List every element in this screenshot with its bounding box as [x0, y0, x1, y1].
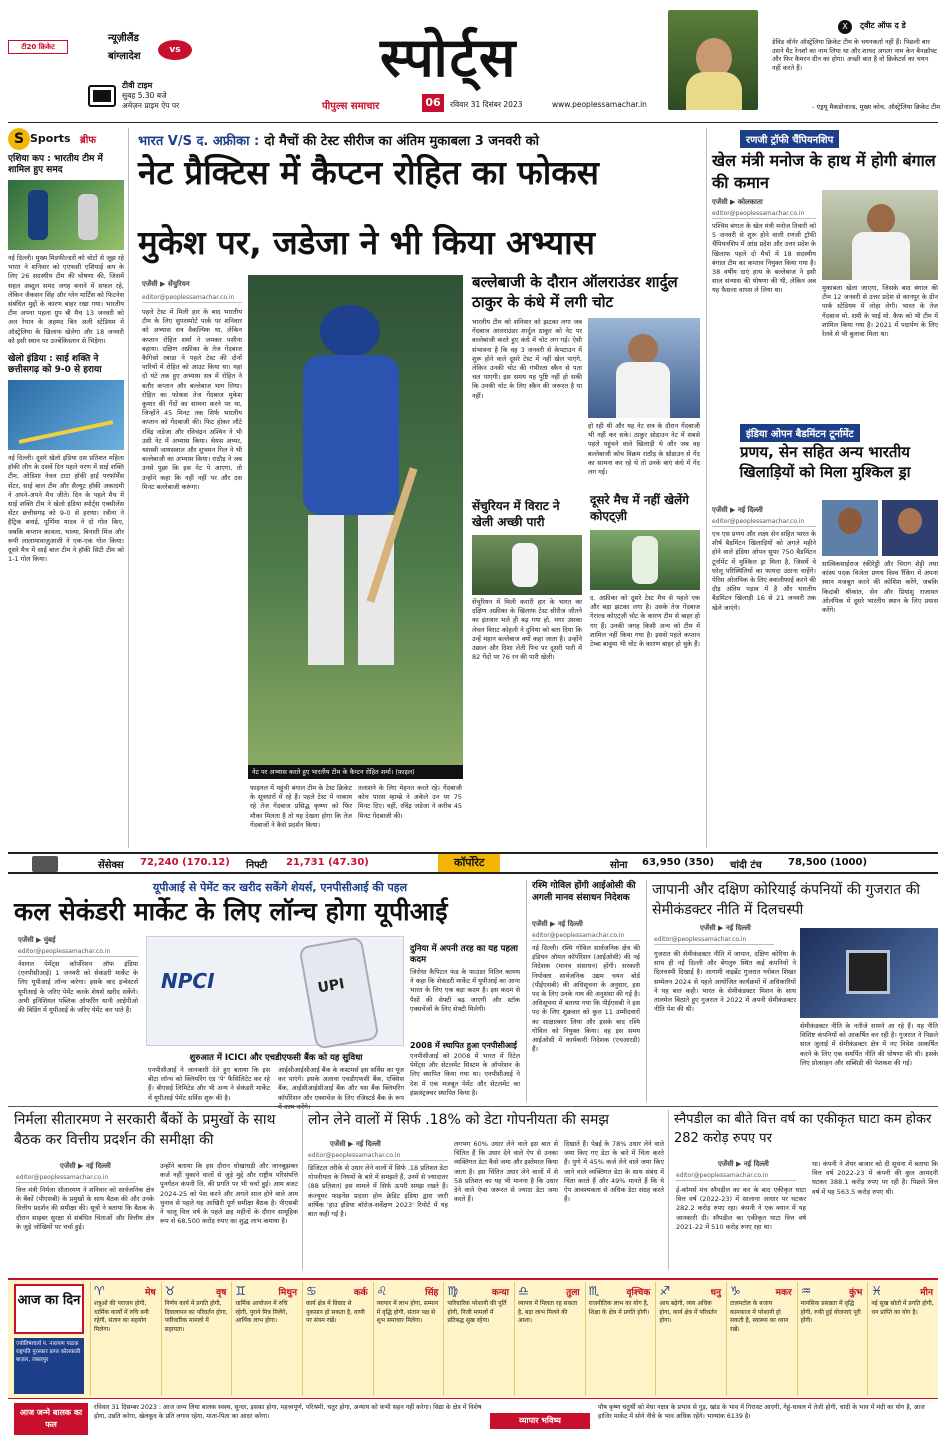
zodiac-symbol-icon: ♏ — [588, 1284, 600, 1298]
upi-graphic — [146, 936, 404, 1046]
nifty-label: निफ्टी — [246, 860, 268, 871]
zodiac-prediction: आय बढ़ेगी, व्यय अधिक होगा, कार्य क्षेत्र में परिवर्तन होगा। — [659, 1300, 717, 1324]
upi-side-head: दुनिया में अपनी तरह का यह पहला कदम — [410, 944, 518, 965]
semicon-col2-text: सेमीकंडक्टर नीति के नतीजे सामने आ रहे हैं। यह नीति विशिष्ट कंपनियों को आकर्षित कर रही है। गुजरात ने पिछले साल जुलाई में सेमीकंडक्टर क्षेत्र में नए निवेश आकर्षित करने के लिए एक समर्पित नीति की घोषणा की थी। इसके लिए प्रोत्साहन और सब्सिडी की पेशकश की गई। — [800, 1022, 938, 1067]
tweet-author-photo — [668, 10, 758, 110]
semicon-col1-text: गुजरात की सेमीकंडक्टर नीति में जापान, दक्षिण कोरिया के साथ ही नई दिल्ली और बेंगलुरु स्थित कई कंपनियों ने दिलचस्पी दिखाई है। आगामी वाइब्रेंट गुजरात ग्लोबल शिखर सम्मेलन 2024 से पहले आयोजित कार्यक्रमों में अधिकारियों ने यह बात कही। भारत के सेमीकंडक्टर मिशन के साथ तालमेल बिठाते हुए गुजरात ने 2022 में अपनी सेमीकंडक्टर नीति पेश की थी। — [654, 950, 796, 1014]
zodiac-sign-name: वृश्चिक — [626, 1288, 651, 1298]
npci-history-text: एनपीसीआई को 2008 में भारत में रिटेल पेमेंट्स और सेटलमेंट सिस्टम के ऑपरेशन के लिए स्थापित किया गया था। एनपीसीआई ने देश में एक मजबूत पेमेंट और सेटलमेंट का इंफ्रास्ट्रक्चर स्थापित किया है। — [410, 1052, 520, 1097]
govil-email: editor@peoplessamachar.co.in — [532, 932, 640, 941]
section-title: स्पोर्ट्स — [380, 25, 518, 89]
ranji-column-2 — [822, 284, 938, 407]
birth-prediction-text: रविवार 31 दिसम्बर 2023 : आज जन्म लिया बालक स्वस्थ, सुन्दर, इसका होगा, महत्त्वपूर्ण, परिश्रमी, चतुर होगा, अन्याय को कभी सहन नहीं करेगा। विद्या के क्षेत्र में विशेष होगा, उन्नति करेगा, खेलकूद के प्रति लगाव रहेगा, माता-पिता का आदर करेगा। — [94, 1404, 482, 1420]
ranji-byline: एजेंसी ▶ कोलकाता — [712, 198, 763, 206]
horoscope-footer — [8, 1398, 938, 1438]
shardul-col1-text: भारतीय टीम को शनिवार को झटका लगा जब गेंदबाज आलराउंडर शार्दुल ठाकुर को नेट पर बल्लेबाजी करते हुए कंधे में चोट लग गई। ऐसी संभावना है कि वह 3 जनवरी से केपटाउन में शुरू होने वाले दूसरे टेस्ट में नहीं खेल पाएंगे, लेकिन उनकी चोट की गंभीरता स्कैन से पता चल पाएगी। इस समय यह पुष्टि नहीं हो सकी कि उनकी चोट के लिए स्कैन की जरूरत है या नहीं। — [472, 318, 582, 400]
hockey-photo — [8, 380, 124, 450]
badminton-col1-text: एच एस प्रणय और लक्ष्य सेन सहित भारत के शीर्ष बैडमिंटन खिलाड़ियों को अगले महीने होने वाले इंडिया ओपन सुपर 750 बैडमिंटन टूर्नामेंट में मुश्किल ड्रा मिला है, जिसमें वे घरेलू परिस्थितियों का फायदा उठाना चाहेंगे। पेरिस ओलंपिक के लिए क्वालीफाई करने की दौड़ अंतिम पड़ाव में है और भारतीय बैडमिंटन खिलाड़ी 16 से 21 जनवरी तक खेले जाएंगे। — [712, 530, 816, 612]
sitharaman-col2-text: उन्होंने बताया कि इस दौरान धोखाधड़ी और जानबूझकर कर्ज नहीं चुकाने वालों से जुड़े मुद्दे और राष्ट्रीय परिसंपत्ति पुनर्गठन कंपनी लि. की प्रगति पर भी चर्चा हुई। आम बजट 2024-25 को पेश करने और अगले साल होने वाले आम चुनाव से पहले यह आखिरी पूर्ण समीक्षा बैठक है। पीएसबी ने चालू वित्त वर्ष के पहले छह महीनों के दौरान सामूहिक रूप से 68,500 करोड़ रुपए का शुद्ध लाभ कमाया है। — [160, 1162, 298, 1226]
semicon-column-1 — [654, 950, 796, 1102]
prannoy-photo — [822, 500, 878, 556]
photo-caption: नेट पर अभ्यास करते हुए भारतीय टीम के कैप्टन रोहित शर्मा। (फ़ाइल) — [248, 765, 463, 779]
kicker-a: भारत V/S द. अफ्रीका : — [138, 134, 260, 149]
bse-building-icon — [32, 856, 58, 872]
loan-column-3 — [564, 1140, 664, 1270]
snapdeal-column-2 — [812, 1160, 938, 1270]
loan-column-2 — [454, 1140, 558, 1270]
loan-col1-text: डिजिटल तरीके से उधार लेने वालों में सिर्फ .18 प्रतिशत डेटा गोपनीयता के नियमों के बारे में समझते हैं, उनमें से ज्यादातर (88 प्रतिशत) इस मामले में सिर्फ ऊपरी समझ रखते हैं। कंज्यूमर फाइनेंस प्रदाता होम क्रेडिट इंडिया द्वारा जारी वार्षिक 'हाउ इंडिया बॉरोज-सर्वेक्षण 2023' रिपोर्ट में यह बात कही गई है। — [308, 1164, 448, 1219]
upi-col3-text: आईसीआईसीआई बैंक के कस्टमर्स इस सर्विस का यूज कर पाएंगे। इसके अलावा एचडीएफसी बैंक, एक्सिस बैंक, आईसीआईसीआई बैंक और यस बैंक क्लियरिंग कॉर्पोरेशन और एक्सचेंज के लिए रजिस्टर्ड बैंक के रूप — [278, 1066, 404, 1102]
kicker-b: दो मैचों की टेस्ट सीरीज का अंतिम मुकाबला 3 जनवरी को — [264, 134, 539, 149]
zodiac-sign-name: सिंह — [425, 1288, 439, 1298]
lead-column-1 — [142, 308, 242, 843]
tv-icon — [88, 85, 116, 107]
badminton-headline: प्रणय, सेन सहित अन्य भारतीय खिलाड़ियों को मिला मुश्किल ड्रा — [739, 443, 911, 481]
business-forecast-label: व्यापार भविष्य — [490, 1413, 590, 1429]
npci-history-head: 2008 में स्थापित हुआ एनपीसीआई — [410, 1041, 517, 1050]
zodiac-sign-name: मेष — [145, 1288, 156, 1298]
tweet-label: ट्वीट ऑफ द डे — [860, 21, 906, 30]
astrologer-credit: ज्योतिषाचार्य प. नारायण पाठक राष्ट्रपति पुरस्कार प्राप्त कोलकाती बाज़ार, जबलपुर — [14, 1338, 84, 1394]
zodiac-cell — [231, 1282, 302, 1396]
zodiac-prediction: शत्रुओं की पराजय होगी, धार्मिक कार्यों में रुचि बनी रहेगी, संतान का सहयोग मिलेगा। — [94, 1300, 149, 1333]
zodiac-sign-name: मकर — [775, 1288, 792, 1298]
x-logo-icon: X — [838, 20, 852, 34]
badminton-column-2 — [822, 560, 938, 846]
sitharaman-email: editor@peoplessamachar.co.in — [16, 1174, 136, 1183]
zodiac-symbol-icon: ♐ — [659, 1284, 671, 1298]
zodiac-cell — [161, 1282, 232, 1396]
masthead — [0, 0, 945, 122]
lead-headline-2: मुकेश पर, जडेजा ने भी किया अभ्यास — [138, 223, 595, 262]
zodiac-symbol-icon: ♒ — [800, 1284, 812, 1298]
gold-value: 63,950 (350) — [642, 857, 715, 868]
zodiac-symbol-icon: ♈ — [94, 1284, 105, 1298]
brief-s-icon: S — [8, 128, 30, 150]
brief-logo — [8, 128, 124, 150]
page-number: 06 — [422, 94, 444, 112]
coetzee-headline: दूसरे मैच में नहीं खेलेंगे कोएट्ज़ी — [590, 493, 689, 523]
upi-email: editor@peoplessamachar.co.in — [18, 948, 138, 957]
sitharaman-column-2 — [160, 1162, 298, 1270]
upi-kicker: यूपीआई से पेमेंट कर खरीद सकेंगे शेयर्स, एनपीसीआई की पहल — [152, 881, 408, 894]
npci-logo: NPCI — [161, 969, 215, 993]
brief-text-2: नई दिल्ली। दूसरे खेलो इंडिया दस प्रतिशत महिला हॉकी लीग के दसवें दिन पहले चरण में साई शक्ति टीम, ओडिशा नेवल टाटा हॉकी हाई परफॉर्मेंस सेंटर, साई बाल टीम और सैल्यूट हॉकी अकादमी ने अपने-अपने मैच जीते। दिन के पहले मैच में साई शक्ति टीम ने खेलो इंडिया स्पोर्ट्स एक्सीलेंस सेंटर छत्तीसगढ़ को 9-0 से हराया। रवीना ने हैट्रिक बनाई, पूर्णिमा यादव ने दो गोल किए, जबकि कप्तान कावला, भाव्या, बिनाती मिंज और रूपी लालामावाज़ुआली ने एक-एक गोल किया। दूसरे मैच में साई बाल टीम ने हॉकी सिटी टीम को 1-1 गोल किया। — [8, 454, 124, 564]
kohli-photo — [472, 535, 582, 595]
snapdeal-col2-text: था। कंपनी ने शेयर बाजार को दी सूचना में बताया कि वित्त वर्ष 2022-23 में कंपनी की कुल आमदनी घटकर 388.1 करोड़ रुपए पर रही है। पिछले वित्त वर्ष में यह 563.5 करोड़ रुपए थी। — [812, 1160, 938, 1196]
snapdeal-byline: एजेंसी ▶ नई दिल्ली — [718, 1160, 769, 1168]
shardul-column-2 — [588, 422, 700, 492]
coetzee-photo — [590, 530, 700, 590]
kohli-col-text: सेंचुरियन में मिली करारी हार के भारत का दक्षिण अफ्रीका के खिलाफ टेस्ट सीरीज जीतने का इंतजार भले ही बढ़ गया हो, मगर उसका लेवल विराट कोहली ने दुनिया को बता दिया कि उन्हें महान बल्लेबाज क्यों कहा जाता है। उन्होंने उछाल और दिशा लेती पिच पर दूसरी पारी में 82 गेंदों पर 76 रन की पारी खेली। — [472, 598, 582, 662]
zodiac-cell — [655, 1282, 726, 1396]
upi-subhead: शुरुआत में ICICI और एचडीएफसी बैंक को यह सुविधा — [189, 1053, 363, 1063]
team2: बांग्लादेश — [108, 51, 141, 62]
snapdeal-col1-text: ई-कॉमर्स मंच स्नैपडील का कर के बाद एकीकृत घाटा वित्त वर्ष (2022-23) में सालाना आधार पर घटकर 282.2 करोड़ रुपए रहा। कंपनी ने एक बयान में यह जानकारी दी। स्नैपडील का एकीकृत घाटा वित्त वर्ष 2021-22 में 510 करोड़ रुपए रहा था। — [676, 1186, 806, 1231]
zodiac-cell — [443, 1282, 514, 1396]
lead-column-3 — [358, 784, 462, 848]
zodiac-sign-name: कन्या — [491, 1288, 509, 1298]
lead-col1-text: पहले टेस्ट में मिली हार के बाद भारतीय टीम के लिए सुपरस्पोर्ट पार्क पर शनिवार को अभ्यास सत्र वैकल्पिक था, लेकिन कप्तान रोहित शर्मा ने जमकर पसीना बहाया। दक्षिण अफ्रीका के तेज गेंदबाज कैगिसो रबाडा ने पहले टेस्ट की दोनों पारियों में रोहित को आउट किया था। यहां दो घंटे तक हुए अभ्यास सत्र में रोहित ने बतौर कप्तान और बल्लेबाज भाग लिया। रोहित का फोकस तेज गेंदबाज मुकेश कुमार की गेंदों का सामना करने पर था, जिन्होंने 45 मिनट तक सिर्फ भारतीय कप्तान को गेंदबाजी की। फिट होकर लौटे रविंद्र जडेजा और रविचंद्रन अश्विन ने भी उसी नेट में अभ्यास किया। श्रेयस अय्यर, यशस्वी जायसवाल और शुभमन गिल ने भी बल्लेबाजी का अभ्यास किया। राठौड़ ने जब उनसे पूछा कि इस नेट पे आएगा, तो उन्होंने कहा कि नहीं नहीं पर और दस मिनट बल्लेबाजी करूंगा। — [142, 308, 242, 491]
zodiac-prediction: निर्णय कार्य में प्रगति होगी, दिवालापन का परिवर्तन होगा, पारिवारिक मामलों में सहायता। — [164, 1300, 228, 1333]
ranji-column-1 — [712, 222, 816, 407]
zodiac-symbol-icon: ♉ — [164, 1284, 176, 1298]
semicon-column-2 — [800, 1022, 938, 1102]
zodiac-sign-name: धनु — [710, 1288, 721, 1298]
match-label: टी20 क्रिकेट — [8, 40, 68, 54]
zodiac-cell — [90, 1282, 161, 1396]
zodiac-prediction: टालमटोल के बजाय कामकाज में परेशानी हो सकती है, स्वास्थ्य का ध्यान रखें। — [730, 1300, 789, 1333]
brief-text-1: नई दिल्ली। मुख्य मिडफील्डरों को चोटों से जूझ रहे भारत ने शनिवार को एएफसी एशियाई कप के लिए 26 सदस्यीय टीम की घोषणा की, जिसमें सहल अब्दुल समद जगह बनाने में सफल रहे, लेकिन जैकसन सिंह और ग्लेन मार्टिंस को फिटनेस संबंधित मुद्दों के कारण बाहर रखा गया। भारतीय टीम अपना पहला ग्रुप बी मैच 13 जनवरी को अल रेयान के अहमद बिन अली स्टेडियम में ऑस्ट्रेलिया के खिलाफ खेलेगा और 18 जनवरी को इसी स्थान पर उज्बेकिस्तान से भिड़ेगा। — [8, 254, 124, 345]
lead-headline-1: नेट प्रैक्टिस में कैप्टन रोहित का फोकस — [138, 153, 599, 192]
npci-history-column — [410, 1052, 520, 1102]
loan-column-1 — [308, 1164, 448, 1270]
vs-badge: vs — [158, 40, 192, 60]
loan-col3-text: दिखाते हैं। पेन्नई के 78% उधार लेने वाले जमा किए गए डेटा के बारे में चिंता करते हैं। पुणे में 45% कर्ज लेने वाले जमा किए जाने वाले व्यक्तिगत डेटा के साथ संबंध में चिंता करते हैं और 49% मानते हैं कि ये ऐप आवश्यकता से अधिक डेटा संग्रह करते हैं। — [564, 1140, 664, 1204]
zodiac-prediction: मानसिक प्रसन्नता में वृद्धि होगी, रुकी हुई योजनाएं पूरी होंगी। — [800, 1300, 861, 1324]
zodiac-sign-name: कुंभ — [849, 1288, 863, 1298]
sports-brief — [8, 128, 124, 848]
upi-column-2 — [148, 1066, 270, 1102]
corporate-section-label: कॉर्पोरेट — [438, 854, 500, 872]
kohli-headline: सेंचुरियन में विराट ने खेली अच्छी पारी — [472, 499, 560, 529]
tv-time: सुबह 5.30 बजे — [122, 91, 167, 100]
semicon-headline: जापानी और दक्षिण कोरियाई कंपनियों की गुजरात की सेमीकंडक्टर नीति में दिलचस्पी — [652, 882, 920, 918]
zodiac-sign-name: मीन — [920, 1288, 933, 1298]
date: रविवार 31 दिसंबर 2023 — [450, 100, 523, 109]
zodiac-prediction: कार्य क्षेत्र में विवाद से नुकसान हो सकता है, वाणी पर संयम रखें। — [306, 1300, 365, 1324]
zodiac-sign-name: तुला — [566, 1288, 580, 1298]
gold-label: सोना — [610, 860, 628, 871]
zodiac-sign-name: मिथुन — [278, 1288, 297, 1298]
zodiac-grid — [90, 1282, 938, 1396]
badminton-col2-text: सात्विकसाईराज रंकीरेड्डी और चिराग शेट्टी तथा कांस्य पदक विजेता प्रणय विश्व रैंकिंग में अपना स्थान मजबूत करने की कोशिश करेंगे, जबकि किदांबी श्रीकांत, सेन और प्रियांशु राजावत ओलंपिक में दूसरे भारतीय स्थान के लिए प्रयास करेंगे। — [822, 560, 938, 615]
upi-byline: एजेंसी ▶ मुंबई — [18, 936, 56, 944]
coetzee-column — [590, 594, 700, 846]
lead-col3-text: तलाशने के लिए मेहनत करते रहे। गेंदबाजी कोच पारस म्हाम्ब्रे ने अकेले उन पर 75 मिनट दिए। वहीं, रविंद्र जडेजा ने करीब 45 मिनट गेंदबाजी की। — [358, 784, 462, 820]
zodiac-sign-name: वृष — [216, 1288, 227, 1298]
brief-logo-text: Sports — [30, 132, 71, 145]
loan-byline: एजेंसी ▶ नई दिल्ली — [330, 1140, 381, 1148]
paper-name: पीपुल्स समाचार — [322, 101, 380, 112]
lead-byline: एजेंसी ▶ सेंचुरियन — [142, 280, 190, 288]
govil-headline: रश्मि गोविल होंगी आईओसी की अगली मानव संसाधन निदेशक — [532, 881, 636, 903]
silver-value: 78,500 (1000) — [788, 857, 868, 868]
zodiac-cell — [797, 1282, 868, 1396]
shardul-headline: बल्लेबाजी के दौरान ऑलराउंडर शार्दुल ठाकुर के कंधे में लगी चोट — [472, 273, 678, 311]
snapdeal-column-1 — [676, 1186, 806, 1270]
snapdeal-email: editor@peoplessamachar.co.in — [676, 1172, 796, 1181]
zodiac-symbol-icon: ♎ — [518, 1284, 529, 1298]
rohit-photo — [248, 275, 463, 765]
upi-headline: कल सेकंडरी मार्केट के लिए लॉन्च होगा यूपीआई — [14, 897, 448, 926]
ranji-col2-text: मुकाबला खेला जाएगा, जिसके बाद बंगाल की टीम 12 जनवरी से उत्तर प्रदेश से कानपुर के ग्रीन पार्क स्टेडियम में लोहा लेगी। भारत के तेज गेंदबाज मो. शमी के भाई मो. कैफ को भी टीम में शामिल किया गया है। 2021 में पदार्पण के लिए रेलवे से भी बुलावा मिला था। — [822, 284, 938, 339]
sensex-value: 72,240 (170.12) — [140, 857, 230, 868]
zodiac-cell — [302, 1282, 373, 1396]
zodiac-cell — [726, 1282, 797, 1396]
loan-col2-text: लगभग 60% उधार लेने वाले इस बात से चिंतित हैं कि उधार देने वाले ऐप से उनका व्यक्तिगत डेटा कैसे जमा और इस्तेमाल किया जाता है। इस चिंतित उधार लेने वालों में से 58 प्रतिशत का यह भी मानना है कि उधार देने वाले ऐप्स जरूरत से ज्यादा डेटा जमा करते हैं। — [454, 1140, 558, 1204]
badminton-byline: एजेंसी ▶ नई दिल्ली — [712, 506, 763, 514]
lead-kicker — [138, 130, 698, 149]
coetzee-col-text: द. अफ्रीका को दूसरे टेस्ट मैच से पहले एक और बड़ा झटका लगा है। उसके तेज गेंदबाज गेराल्ड कोएट्ज़ी चोट के कारण टीम से बाहर हो गए हैं। उनकी जगह किसी अन्य को टीम में शामिल नहीं किया गया है। इससे पहले कप्तान टेम्बा बावुमा भी चोट के कारण बाहर हो चुके हैं। — [590, 594, 700, 649]
zodiac-symbol-icon: ♊ — [235, 1284, 247, 1298]
sitharaman-byline: एजेंसी ▶ नई दिल्ली — [60, 1162, 111, 1170]
sensex-label: सेंसेक्स — [98, 860, 124, 871]
govil-column — [532, 944, 640, 1102]
upi-column-1 — [18, 960, 138, 1090]
lead-email: editor@peoplessamachar.co.in — [142, 294, 242, 303]
upi-side-column — [410, 968, 520, 1038]
zodiac-prediction: व्यापार में लाभ होगा, सम्मान में वृद्धि होगी, संतान पक्ष से शुभ समाचार मिलेगा। — [376, 1300, 439, 1324]
nifty-value: 21,731 (47.30) — [286, 857, 369, 868]
govil-text: नई दिल्ली। रश्मि गोविल सार्वजनिक क्षेत्र की इंडियन ऑयल कॉर्पोरेशन (आईओसी) की नई निदेशक (मानव संसाधन) होंगी। सरकारी नियोक्ता सार्वजनिक उद्यम चयन बोर्ड (पीईएसबी) की अधिसूचना के अनुसार, इस पद के लिए उनके नाम की अनुशंसा की गई है। अधिसूचना में बताया गया कि पीईएसबी ने इस पद के लिए शुक्रवार को कुल 11 उम्मीदवारों का साक्षात्कार लिया और इसके बाद रश्मि गोविल को नियुक्त किया। वह इस समय आईओसी में कार्यकारी निदेशक (एचआरडी) हैं। — [532, 944, 640, 1054]
zodiac-prediction: राजनीतिक लाभ का योग है, शिक्षा के क्षेत्र में प्रगति होगी। — [588, 1300, 650, 1316]
brief-headline-2: खेलो इंडिया : साई शक्ति ने छत्तीसगढ़ को 9-0 से हराया — [8, 354, 102, 376]
manoj-photo — [822, 190, 938, 280]
lakshya-photo — [882, 500, 938, 556]
loan-headline: लोन लेने वालों में सिर्फ .18% को डेटा गोपनीयता की समझ — [308, 1112, 609, 1128]
upi-col2-text: एनपीसीआई ने जानकारी देते हुए बताया कि इस बीटा लॉन्च को क्लियरिंग एंड 'पे' फैसिलिटेट कर रहे हैं। बीएसई लिमिटेड और भी अन्य ने सेकंडरी मार्केट में यूपीआई पेमेंट सर्विस शुरू की है। — [148, 1066, 270, 1102]
ranji-headline: खेल मंत्री मनोज के हाथ में होगी बंगाल की कमान — [712, 151, 936, 192]
zodiac-symbol-icon: ♍ — [447, 1284, 459, 1298]
tweet-text: डेविड वॉर्नर ऑस्ट्रेलिया क्रिकेट टीम के चयनकर्ता नहीं हैं। पिछली बार उसने मैट रेनशॉ का नाम लिया था और शायद अगला नाम केन बैनक्रॉफ्ट और फिर कैमरन ग्रीन का होगा। अच्छी बात है वो क्रिकेटर्स का चयन नहीं करते हैं। — [772, 38, 938, 72]
brief-logo-text2: ब्रीफ — [80, 135, 97, 146]
loan-email: editor@peoplessamachar.co.in — [308, 1152, 448, 1161]
football-photo — [8, 180, 124, 250]
zodiac-prediction: नई सुख स्रोतों में प्रगति होगी, धन प्राप्ति का योग है। — [871, 1300, 934, 1316]
ranji-tag: रणजी ट्रॉफी चैंपियनशिप — [740, 130, 839, 148]
zodiac-cell — [373, 1282, 444, 1396]
team1: न्यूज़ीलैंड — [108, 33, 139, 44]
semicon-email: editor@peoplessamachar.co.in — [654, 936, 774, 945]
zodiac-cell — [514, 1282, 585, 1396]
birth-prediction-label: आज जन्मे बालक का फल — [14, 1403, 88, 1435]
zodiac-prediction: धार्मिक आयोजन में रुचि रहेगी, पुराने मित्र मिलेंगे, आर्थिक लाभ होगा। — [235, 1300, 288, 1324]
sitharaman-headline: निर्मला सीतारमण ने सरकारी बैंकों के प्रमुखों के साथ बैठक कर वित्तीय प्रदर्शन की समीक्षा की — [14, 1112, 276, 1148]
silver-label: चांदी टंच — [730, 860, 762, 871]
zodiac-sign-name: कर्क — [353, 1288, 368, 1298]
zodiac-symbol-icon: ♓ — [871, 1284, 883, 1298]
zodiac-prediction: पारिवारिक परेशानी की पूर्ति होगी, निजी मामलों में प्रतिबद्ध सुख रहेगा। — [447, 1300, 507, 1324]
ranji-col1-text: पश्चिम बंगाल के खेल मंत्री मनोज तिवारी को 5 जनवरी से शुरू होने वाली रणजी ट्रॉफी चैंपियनशिप में आंध्र प्रदेश और उत्तर प्रदेश के खिलाफ पहले दो मैचों में 18 सदस्यीय बंगाल टीम का कप्तान नियुक्त किया गया है। 38 वर्षीय दाएं हाथ के बल्लेबाज ने इसी साल संन्यास की घोषणा की थी, लेकिन अब यह फैसला वापस ले लिया था। — [712, 222, 816, 295]
zodiac-prediction: व्यापार में मिलता रह सकता है, बड़ा लाभ मिलने की आशा। — [518, 1300, 578, 1324]
upi-side-text: जिरोधा कैपिटल फंड के फाउंडर नितिन कामथ ने कहा कि सेकंडरी मार्केट में यूपीआई का आना भारत के लिए एक बड़ा कदम है। इस कदम से पैसों की सेफ्टी बढ़ जाएगी और स्टॉक एक्सचेंजों के लिए सेफ्टी मिलेगी। — [410, 968, 520, 1013]
semicon-byline: एजेंसी ▶ नई दिल्ली — [700, 924, 751, 932]
badminton-tag: इंडिया ओपन बैडमिंटन टूर्नामेंट — [740, 424, 860, 442]
tv-label: टीवी टाइम — [122, 81, 153, 90]
kohli-column — [472, 598, 582, 846]
sitharaman-col1-text: वित्त मंत्री निर्मला सीतारमण ने शनिवार को सार्वजनिक क्षेत्र के बैंकों (पीएसबी) के प्रमुखों के साथ बैठक की और उनके वित्तीय प्रदर्शन की समीक्षा की। सूत्रों ने बताया कि बैठक के दौरान साइबर सुरक्षा से संबंधित चिंताओं और वित्तीय क्षेत्र के जुड़े जोखिमों पर चर्चा हुई। — [16, 1186, 154, 1231]
zodiac-cell — [585, 1282, 656, 1396]
chip-photo — [800, 928, 938, 1018]
badminton-column-1 — [712, 530, 816, 846]
market-bar — [8, 852, 938, 874]
shardul-col2-text: हो रही थी और यह नेट सत्र के दौरान गेंदबाजी भी नहीं कर सके। ठाकुर थ्रोडाउन नेट में सबसे पहले पहुंचने वाले खिलाड़ी थे और जब वह बल्लेबाजी कोच विक्रम राठौड़ के थ्रोडाउन से गेंद का सामना कर रहे थे तो उनके बाएं कंधे में गेंद लग गई। — [588, 422, 700, 477]
lead-col2-text: फाइनल में पहुंची बंगाल टीम के टेस्ट क्रिकेट के सूत्रधारों में रहे हैं। पहले टेस्ट में नाकाम रहे तेज गेंदबाज प्रसिद्ध कृष्णा को फिर मौका मिलता है तो यह देखना होगा कि तेज गेंदबाजों ने कैसे प्रदर्शन किया। — [250, 784, 352, 829]
lead-column-2 — [250, 784, 352, 848]
horoscope-title: आज का दिन — [14, 1284, 84, 1334]
badminton-email: editor@peoplessamachar.co.in — [712, 518, 816, 527]
phone-icon: UPI — [298, 936, 379, 1050]
business-forecast-text: पौष कृष्ण चतुर्थी को मेघा नक्षत्र के प्रभाव से गुड़, खांड के भाव में गिरावट आएगी, गेहूं-चावल में तेजी होगी, चांदी के भाव में मंदी का योग है, आज हाजिर मार्केट में सोने नीचे के भाव अधिक रहेंगे। भाग्यांक 6139 है। — [598, 1404, 925, 1420]
govil-byline: एजेंसी ▶ नई दिल्ली — [532, 920, 583, 928]
shardul-photo — [588, 318, 700, 418]
sitharaman-column-1 — [16, 1186, 154, 1270]
zodiac-symbol-icon: ♑ — [730, 1284, 741, 1298]
tweet-author: - एंड्रयू मैकडोनाल्ड, मुख्य कोच, ऑस्ट्रेलिया क्रिकेट टीम — [812, 103, 940, 111]
tv-channel: अमेज़न प्राइम ऐप पर — [122, 101, 180, 110]
zodiac-symbol-icon: ♋ — [306, 1284, 317, 1298]
upi-col1-text: नेशनल पेमेंट्स कॉर्पोरेशन ऑफ इंडिया (एनपीसीआई) 1 जनवरी को सेकंडरी मार्केट के लिए यूपीआई लॉन्च करेगा। इसके बाद इन्वेस्टर्स यूपीआई के जरिए पेमेंट करके शेयर्स खरीद सकेंगे। अभी इनिशियल पब्लिक ऑफरिंग यानी आईपीओ की बिडिंग में यूपीआई के जरिए पेमेंट कर पाते हैं। — [18, 960, 138, 1015]
upi-column-3 — [278, 1066, 404, 1102]
brief-headline-1: एशिया कप : भारतीय टीम में शामिल हुए समद — [8, 154, 103, 175]
zodiac-symbol-icon: ♌ — [376, 1284, 388, 1298]
shardul-column-1 — [472, 318, 582, 493]
website: www.peoplessamachar.in — [552, 100, 647, 109]
zodiac-cell — [867, 1282, 938, 1396]
snapdeal-headline: स्नैपडील का बीते वित्त वर्ष का एकीकृत घाटा कम होकर 282 करोड़ रुपए पर — [674, 1112, 932, 1146]
ranji-email: editor@peoplessamachar.co.in — [712, 210, 816, 219]
